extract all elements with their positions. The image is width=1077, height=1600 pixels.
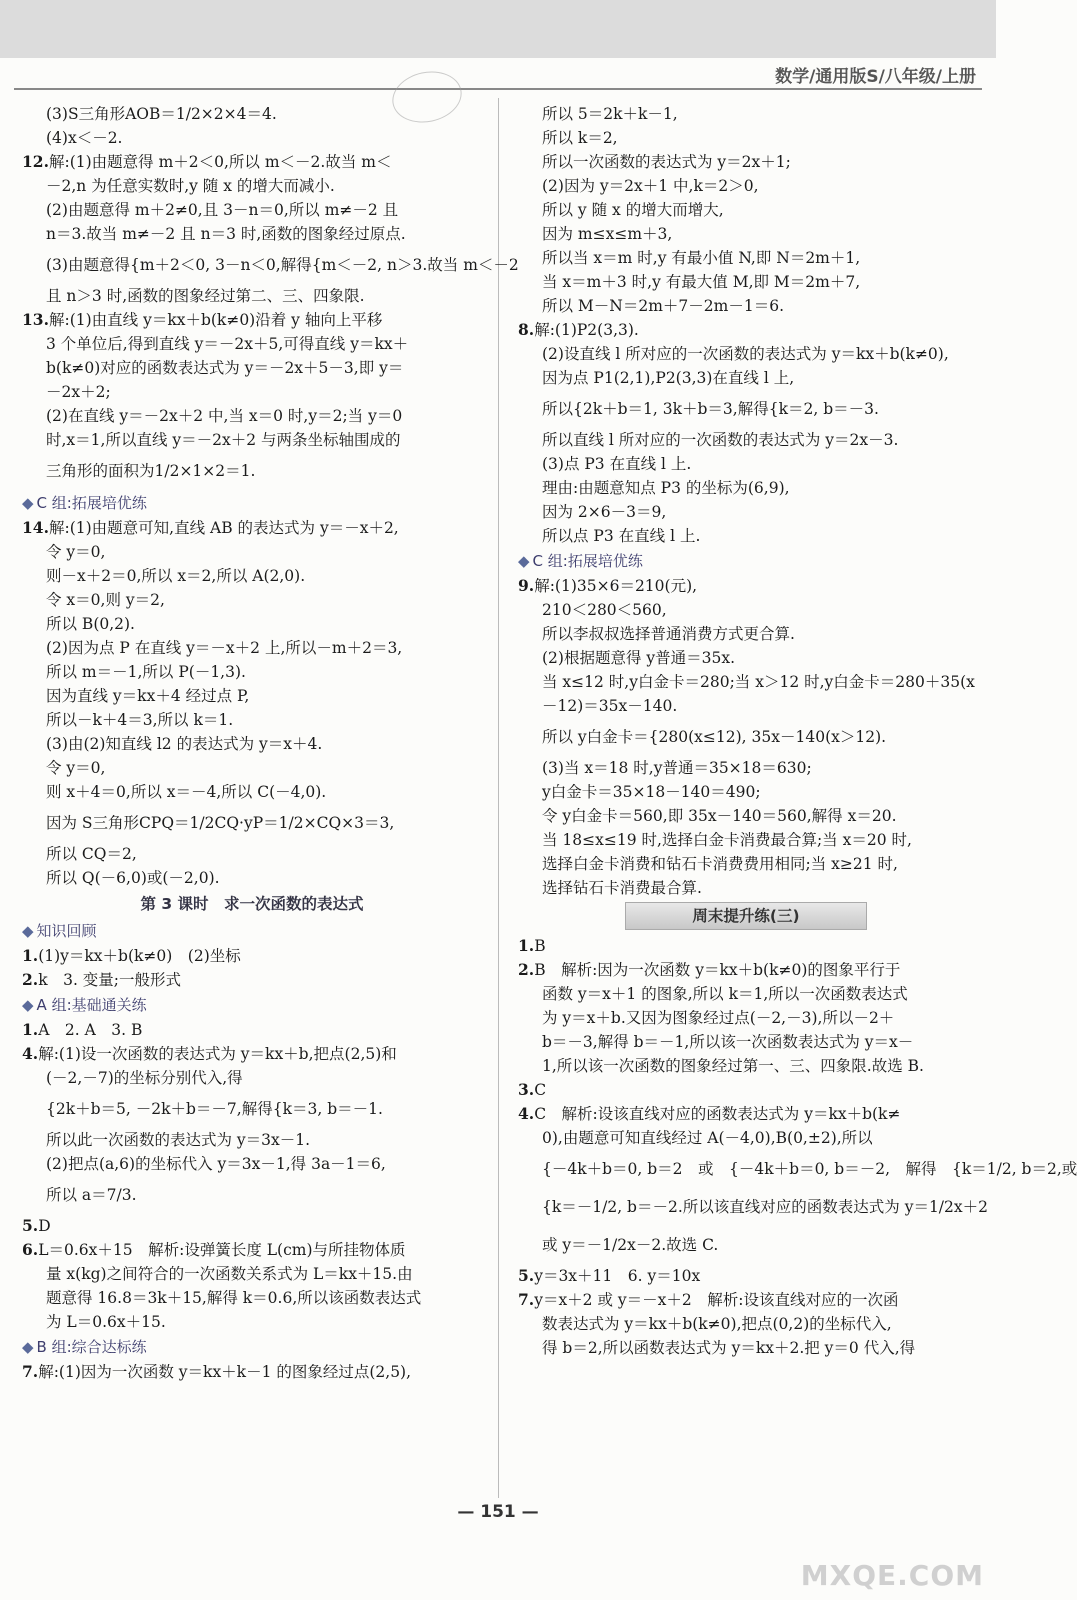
answer-line (518, 174, 974, 198)
answer-line (518, 1006, 974, 1030)
header-rule (14, 88, 982, 90)
answer-text: 得 b＝2,所以函数表达式为 y＝kx＋2.把 y＝0 代入,得 (542, 1339, 916, 1357)
weekend-practice-banner: 周末提升练(三) (625, 902, 867, 930)
question-number: 1. (518, 936, 535, 955)
answer-text: (2)根据题意得 y普通＝35x. (542, 649, 736, 667)
answer-text: (2)设直线 l 所对应的一次函数的表达式为 y＝kx＋b(k≠0), (542, 345, 949, 363)
answer-text: 所以{2k＋b＝1, 3k＋b＝3,解得{k＝2, b＝－3. (542, 400, 879, 418)
answer-text: 解:(1)由直线 y＝kx＋b(k≠0)沿着 y 轴向上平移 (48, 311, 383, 329)
answer-line (518, 1288, 974, 1312)
answer-line (22, 1128, 482, 1152)
question-number: 4. (518, 1104, 535, 1123)
answer-text: 所以此一次函数的表达式为 y＝3x－1. (46, 1131, 311, 1149)
answer-line (22, 866, 482, 890)
answer-line (22, 1042, 482, 1066)
answer-text: 则－x＋2＝0,所以 x＝2,所以 A(2,0). (46, 567, 306, 585)
answer-line (518, 780, 974, 804)
answer-line (518, 452, 974, 476)
answer-line (518, 1150, 1077, 1188)
answer-text: 因为点 P1(2,1),P2(3,3)在直线 l 上, (542, 369, 795, 387)
answer-text: b＝－3,解得 b＝－1,所以该一次函数表达式为 y＝x－ (542, 1033, 914, 1051)
answer-text: 所以 m＝－1,所以 P(－1,3). (46, 663, 246, 681)
section-heading-text: C 组:拓展培优练 (36, 494, 147, 512)
answer-line (518, 198, 974, 222)
answer-text: 3 个单位后,得到直线 y＝－2x＋5,可得直线 y＝kx＋ (46, 335, 409, 353)
answer-line (22, 756, 482, 780)
question-number: 9. (518, 576, 535, 595)
watermark-logo: MXQE.COM (800, 1559, 984, 1592)
answer-text: 解:(1)设一次函数的表达式为 y＝kx＋b,把点(2,5)和 (38, 1045, 397, 1063)
answer-text: 当 18≤x≤19 时,选择白金卡消费最合算;当 x＝20 时, (542, 831, 912, 849)
answer-line (518, 958, 974, 982)
answer-line (22, 780, 482, 804)
answer-text: y＝3x＋11 6. y＝10x (534, 1267, 701, 1285)
question-number: 8. (518, 320, 535, 339)
answer-text: 解:(1)由题意得 m＋2＜0,所以 m＜－2.故当 m＜ (48, 153, 392, 171)
answer-text: 解:(1)因为一次函数 y＝kx＋k－1 的图象经过点(2,5), (38, 1363, 412, 1381)
answer-line (22, 636, 482, 660)
answer-text: (3)S三角形AOB＝1/2×2×4＝4. (46, 105, 277, 123)
answer-text: 所以－k＋4＝3,所以 k＝1. (46, 711, 234, 729)
answer-text: 所以 y 随 x 的增大而增大, (542, 201, 724, 219)
answer-text: 选择白金卡消费和钻石卡消费费用相同;当 x≥21 时, (542, 855, 898, 873)
answer-line (518, 1054, 974, 1078)
diamond-icon: ◆ (22, 494, 34, 512)
answer-line (518, 718, 974, 756)
answer-line (518, 294, 974, 318)
answer-text: 所以直线 l 所对应的一次函数的表达式为 y＝2x－3. (542, 431, 899, 449)
answer-text: 理由:由题意知点 P3 的坐标为(6,9), (542, 479, 790, 497)
answer-text: 令 y＝0, (46, 759, 106, 777)
answer-text: {－4k＋b＝0, b＝2 或 {－4k＋b＝0, b＝－2, 解得 {k＝1/2, b＝2,或 (542, 1160, 1077, 1178)
question-number: 5. (518, 1266, 535, 1285)
answer-text: 题意得 16.8＝3k＋15,解得 k＝0.6,所以该函数表达式 (46, 1289, 422, 1307)
question-number: 1. (22, 946, 39, 965)
answer-line (518, 670, 974, 694)
answer-line (518, 574, 974, 598)
answer-line (518, 476, 974, 500)
answer-text: 因为 2×6－3＝9, (542, 503, 667, 521)
answer-text: 当 x＝m＋3 时,y 有最大值 M,即 M＝2m＋7, (542, 273, 861, 291)
answer-text: (3)由题意得{m＋2＜0, 3－n＜0,解得{m＜－2, n＞3.故当 m＜－2 (46, 256, 519, 274)
answer-text: 所以一次函数的表达式为 y＝2x＋1; (542, 153, 791, 171)
answer-line (22, 564, 482, 588)
question-number: 7. (22, 1362, 39, 1381)
answer-text: 为 y＝x＋b.又因为图象经过点(－2,－3),所以－2＋ (542, 1009, 895, 1027)
answer-text: 解:(1)35×6＝210(元), (534, 577, 698, 595)
section-heading (22, 1334, 482, 1360)
answer-text: －2x＋2; (46, 383, 111, 401)
answer-line (518, 694, 974, 718)
answer-line (22, 246, 519, 284)
answer-text: 为 L＝0.6x＋15. (46, 1313, 166, 1331)
answer-text: 当 x≤12 时,y白金卡＝280;当 x＞12 时,y白金卡＝280＋35(x (542, 673, 975, 691)
answer-text: n＝3.故当 m≠－2 且 n＝3 时,函数的图象经过原点. (46, 225, 406, 243)
answer-line (518, 222, 974, 246)
answer-line (518, 804, 974, 828)
answer-text: (3)当 x＝18 时,y普通＝35×18＝630; (542, 759, 812, 777)
answer-text: C 解析:设该直线对应的函数表达式为 y＝kx＋b(k≠ (534, 1105, 901, 1123)
answer-line (22, 174, 482, 198)
answer-line (22, 380, 482, 404)
answer-line (22, 308, 482, 332)
answer-text: B 解析:因为一次函数 y＝kx＋b(k≠0)的图象平行于 (534, 961, 901, 979)
answer-text: 因为直线 y＝kx＋4 经过点 P, (46, 687, 250, 705)
answer-line (22, 708, 482, 732)
section-heading-text: B 组:综合达标练 (36, 1338, 147, 1356)
answer-line (22, 732, 482, 756)
answer-text: －12)＝35x－140. (542, 697, 678, 715)
answer-line (22, 428, 482, 452)
answer-text: 所以 Q(－6,0)或(－2,0). (46, 869, 220, 887)
answer-line (518, 366, 974, 390)
answer-line (518, 102, 974, 126)
diamond-icon: ◆ (22, 1338, 34, 1356)
answer-text: 所以李叔叔选择普通消费方式更合算. (542, 625, 795, 643)
answer-text: 三角形的面积为1/2×1×2＝1. (46, 462, 256, 480)
question-number: 6. (22, 1240, 39, 1259)
answer-line (22, 968, 482, 992)
answer-line (518, 1126, 974, 1150)
question-number: 1. (22, 1020, 39, 1039)
answer-text: {2k＋b＝5, －2k＋b＝－7,解得{k＝3, b＝－1. (46, 1100, 383, 1118)
answer-line (518, 126, 974, 150)
right-answer-column (518, 102, 1077, 1360)
answer-text: b(k≠0)对应的函数表达式为 y＝－2x＋5－3,即 y＝ (46, 359, 404, 377)
answer-line (518, 1264, 974, 1288)
section-heading (22, 490, 482, 516)
top-scan-band (0, 0, 996, 58)
section-heading (518, 548, 974, 574)
answer-text: B (534, 937, 546, 955)
question-number: 7. (518, 1290, 535, 1309)
answer-line (518, 1188, 988, 1226)
answer-line (518, 524, 974, 548)
answer-line (22, 1286, 482, 1310)
answer-text: 且 n＞3 时,函数的图象经过第二、三、四象限. (46, 287, 365, 305)
answer-line (518, 1030, 974, 1054)
answer-line (518, 646, 974, 670)
section-heading-text: A 组:基础通关练 (36, 996, 147, 1014)
diamond-icon: ◆ (22, 922, 34, 940)
answer-text: A 2. A 3. B (38, 1021, 143, 1039)
answer-line (518, 1336, 974, 1360)
answer-text: 数表达式为 y＝kx＋b(k≠0),把点(0,2)的坐标代入, (542, 1315, 892, 1333)
answer-text: 函数 y＝x＋1 的图象,所以 k＝1,所以一次函数表达式 (542, 985, 908, 1003)
answer-text: －2,n 为任意实数时,y 随 x 的增大而减小. (46, 177, 335, 195)
answer-line (22, 332, 482, 356)
diamond-icon: ◆ (22, 996, 34, 1014)
answer-text: 令 y白金卡＝560,即 35x－140＝560,解得 x＝20. (542, 807, 897, 825)
answer-line (518, 756, 974, 780)
question-number: 5. (22, 1216, 39, 1235)
answer-text: (3)由(2)知直线 l2 的表达式为 y＝x＋4. (46, 735, 323, 753)
question-number: 4. (22, 1044, 39, 1063)
answer-line (518, 598, 974, 622)
answer-text: C (534, 1081, 547, 1099)
answer-text: 所以 CQ＝2, (46, 845, 137, 863)
answer-line (22, 356, 482, 380)
answer-line (518, 934, 974, 958)
answer-line (518, 270, 974, 294)
answer-line (22, 588, 482, 612)
answer-line (22, 1152, 482, 1176)
answer-text: 0),由题意可知直线经过 A(－4,0),B(0,±2),所以 (542, 1129, 873, 1147)
answer-line (518, 876, 974, 900)
answer-line (22, 612, 482, 636)
left-answer-column (22, 102, 519, 1384)
answer-line (518, 1078, 974, 1102)
column-divider (498, 98, 499, 1498)
answer-line (22, 1090, 482, 1128)
answer-line (22, 1310, 482, 1334)
answer-line (22, 150, 482, 174)
question-number: 12. (22, 152, 49, 171)
answer-text: 所以 B(0,2). (46, 615, 135, 633)
answer-text: 令 y＝0, (46, 543, 106, 561)
answer-text: 1,所以该一次函数的图象经过第一、三、四象限.故选 B. (542, 1057, 924, 1075)
answer-line (22, 540, 482, 564)
answer-text: D (38, 1217, 51, 1235)
answer-line (22, 516, 482, 540)
question-number: 13. (22, 310, 49, 329)
answer-text: 选择钻石卡消费最合算. (542, 879, 702, 897)
answer-line (518, 500, 974, 524)
answer-line (518, 150, 974, 174)
answer-line (22, 944, 482, 968)
lesson-title: 第 3 课时 求一次函数的表达式 (140, 895, 364, 913)
answer-line (518, 342, 974, 366)
answer-text: y白金卡＝35×18－140＝490; (542, 783, 761, 801)
answer-line (22, 222, 482, 246)
answer-text: (2)因为点 P 在直线 y＝－x＋2 上,所以－m＋2＝3, (46, 639, 403, 657)
answer-text: L＝0.6x＋15 解析:设弹簧长度 L(cm)与所挂物体质 (38, 1241, 406, 1259)
answer-line (518, 982, 974, 1006)
answer-line (518, 852, 974, 876)
answer-text: (4)x＜－2. (46, 129, 123, 147)
answer-line (22, 684, 482, 708)
answer-text: {k＝－1/2, b＝－2.所以该直线对应的函数表达式为 y＝1/2x＋2 (542, 1198, 988, 1216)
answer-line (518, 622, 974, 646)
section-heading-text: C 组:拓展培优练 (532, 552, 643, 570)
diamond-icon: ◆ (518, 552, 530, 570)
answer-line (22, 1176, 482, 1214)
book-header-title: 数学/通用版S/八年级/上册 (775, 67, 976, 87)
answer-text: 令 x＝0,则 y＝2, (46, 591, 165, 609)
answer-line (22, 404, 482, 428)
answer-text: (3)点 P3 在直线 l 上. (542, 455, 692, 473)
answer-line (518, 1102, 974, 1126)
page-number: — 151 — (457, 1502, 539, 1522)
answer-line (22, 126, 482, 150)
section-heading (22, 992, 482, 1018)
answer-text: 所以 5＝2k＋k－1, (542, 105, 678, 123)
answer-line (22, 1066, 482, 1090)
answer-line (22, 198, 482, 222)
answer-line (518, 828, 974, 852)
answer-line (518, 1226, 974, 1264)
answer-text: 所以 M－N＝2m＋7－2m－1＝6. (542, 297, 784, 315)
answer-line (518, 1312, 974, 1336)
answer-text: (2)把点(a,6)的坐标代入 y＝3x－1,得 3a－1＝6, (46, 1155, 386, 1173)
answer-text: 量 x(kg)之间符合的一次函数关系式为 L＝kx＋15.由 (46, 1265, 413, 1283)
answer-text: (－2,－7)的坐标分别代入,得 (46, 1069, 243, 1087)
answer-text: 所以当 x＝m 时,y 有最小值 N,即 N＝2m＋1, (542, 249, 861, 267)
answer-line (22, 1018, 482, 1042)
answer-text: 所以 a＝7/3. (46, 1186, 137, 1204)
answer-line (22, 842, 482, 866)
answer-text: 所以 k＝2, (542, 129, 618, 147)
answer-text: 因为 S三角形CPQ＝1/2CQ·yP＝1/2×CQ×3＝3, (46, 814, 395, 832)
answer-line (22, 1238, 482, 1262)
answer-text: k 3. 变量;一般形式 (38, 971, 182, 989)
answer-text: 210＜280＜560, (542, 601, 667, 619)
answer-line (518, 318, 974, 342)
answer-text: 时,x＝1,所以直线 y＝－2x＋2 与两条坐标轴围成的 (46, 431, 401, 449)
answer-text: (1)y＝kx＋b(k≠0) (2)坐标 (38, 947, 241, 965)
answer-text: 解:(1)P2(3,3). (534, 321, 639, 339)
answer-line (518, 390, 974, 428)
question-number: 2. (518, 960, 535, 979)
answer-line (518, 246, 974, 270)
answer-line (22, 1214, 482, 1238)
answer-line (22, 284, 482, 308)
answer-text: 则 x＋4＝0,所以 x＝－4,所以 C(－4,0). (46, 783, 327, 801)
answer-text: 或 y＝－1/2x－2.故选 C. (542, 1236, 719, 1254)
answer-text: y＝x＋2 或 y＝－x＋2 解析:设该直线对应的一次函 (534, 1291, 899, 1309)
answer-text: 因为 m≤x≤m＋3, (542, 225, 673, 243)
answer-line (22, 102, 482, 126)
question-number: 3. (518, 1080, 535, 1099)
answer-line (22, 1360, 482, 1384)
answer-text: 解:(1)由题意可知,直线 AB 的表达式为 y＝－x＋2, (48, 519, 399, 537)
question-number: 14. (22, 518, 49, 537)
answer-line (22, 452, 482, 490)
answer-line (518, 428, 974, 452)
answer-text: (2)因为 y＝2x＋1 中,k＝2＞0, (542, 177, 759, 195)
section-heading-text: 知识回顾 (36, 922, 97, 940)
answer-text: (2)在直线 y＝－2x＋2 中,当 x＝0 时,y＝2;当 y＝0 (46, 407, 403, 425)
section-heading (22, 918, 482, 944)
answer-text: 所以 y白金卡＝{280(x≤12), 35x－140(x＞12). (542, 728, 887, 746)
answer-line (22, 804, 482, 842)
answer-line (22, 660, 482, 684)
answer-text: 所以点 P3 在直线 l 上. (542, 527, 701, 545)
answer-text: (2)由题意得 m＋2≠0,且 3－n＝0,所以 m≠－2 且 (46, 201, 399, 219)
question-number: 2. (22, 970, 39, 989)
answer-line (22, 1262, 482, 1286)
